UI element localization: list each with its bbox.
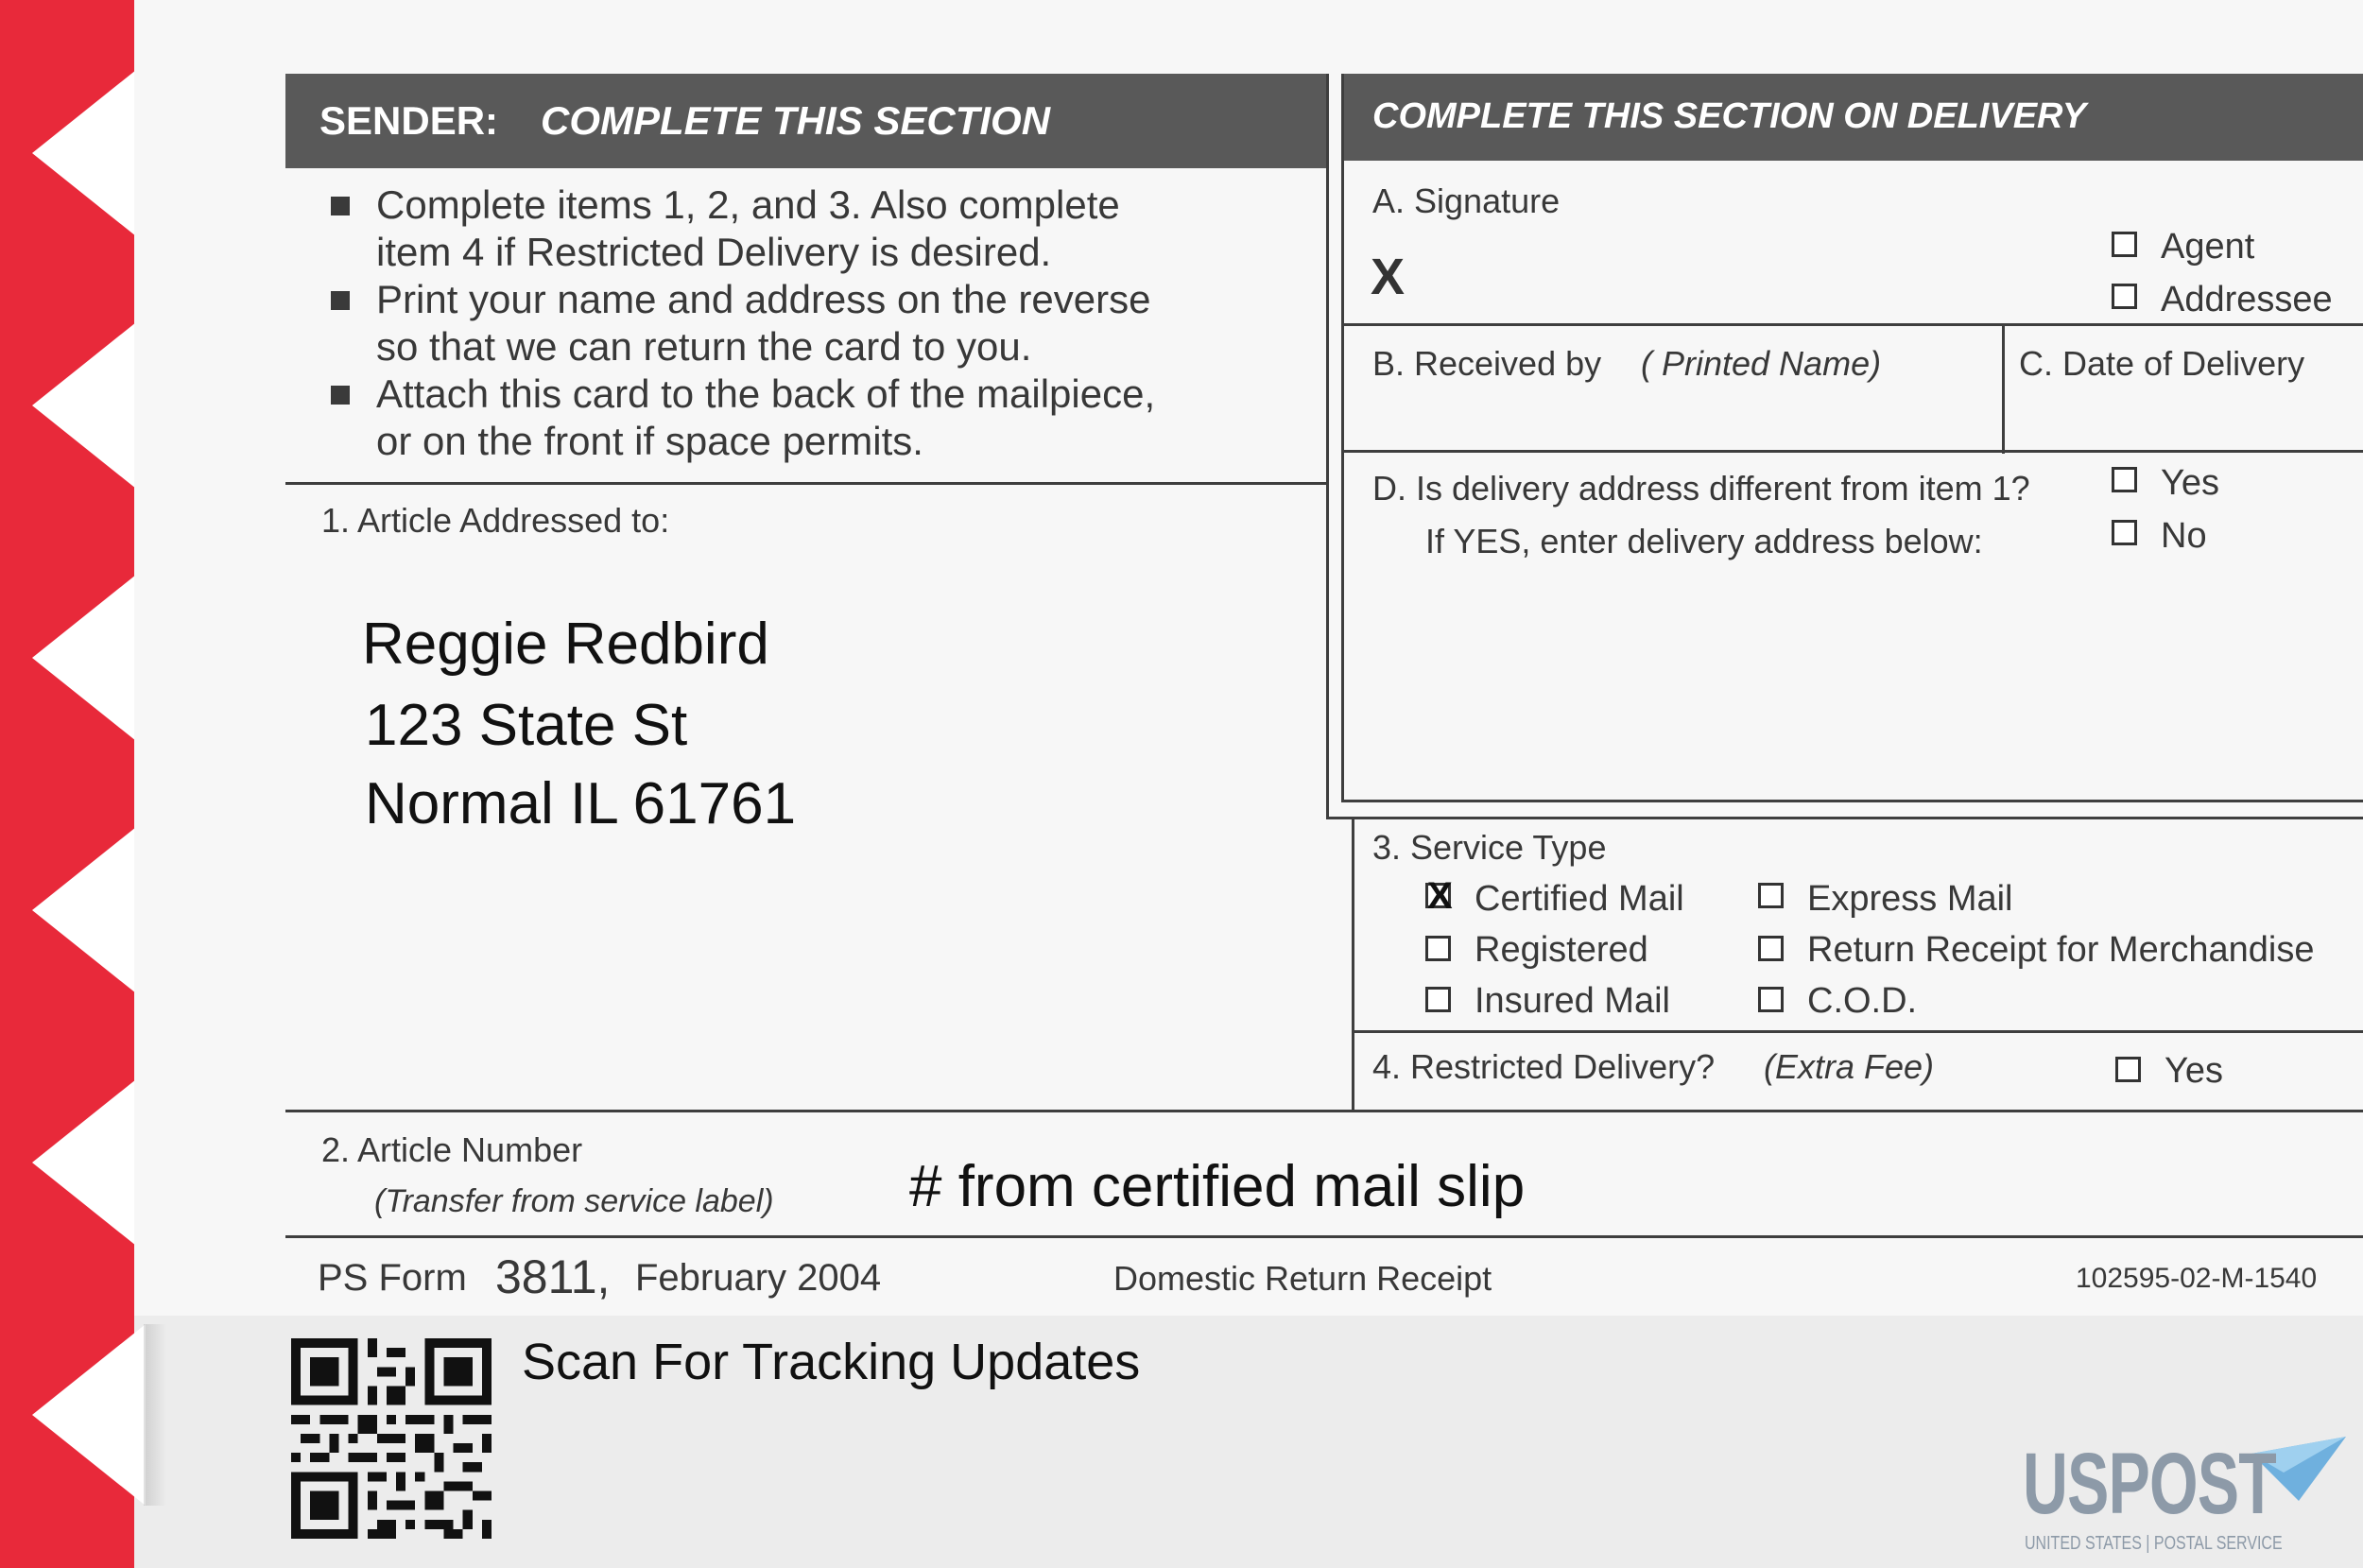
yes-label: Yes bbox=[2161, 463, 2219, 503]
qr-code-icon[interactable] bbox=[291, 1338, 492, 1539]
instruction-line: Attach this card to the back of the mailpiece, bbox=[376, 371, 1156, 416]
stripe-triangle bbox=[32, 62, 146, 244]
cod-checkbox[interactable] bbox=[1758, 987, 1784, 1012]
restricted-delivery-label: 4. Restricted Delivery? bbox=[1372, 1047, 1716, 1086]
service-type-label: 3. Service Type bbox=[1372, 828, 1607, 867]
bullet-icon bbox=[331, 197, 350, 215]
address-city: Normal IL 61761 bbox=[365, 771, 797, 836]
divider bbox=[285, 1235, 2363, 1238]
instruction-line: Complete items 1, 2, and 3. Also complete bbox=[376, 182, 1120, 227]
insured-mail-label: Insured Mail bbox=[1475, 981, 1670, 1021]
registered-label: Registered bbox=[1475, 930, 1648, 970]
instruction-line: item 4 if Restricted Delivery is desired. bbox=[376, 230, 1052, 274]
stripe-triangle bbox=[32, 567, 146, 749]
agent-label: Agent bbox=[2161, 227, 2255, 267]
express-mail-checkbox[interactable] bbox=[1758, 883, 1784, 908]
address-street: 123 State St bbox=[365, 693, 688, 758]
delivery-address-instruction: If YES, enter delivery address below: bbox=[1425, 522, 1983, 560]
delivery-header-label: COMPLETE THIS SECTION ON DELIVERY bbox=[1372, 96, 2087, 136]
sender-header-bar bbox=[285, 74, 1326, 168]
different-address-no-checkbox[interactable] bbox=[2112, 520, 2137, 545]
divider bbox=[2002, 324, 2005, 454]
restricted-delivery-yes-checkbox[interactable] bbox=[2115, 1057, 2141, 1082]
stripe-triangle bbox=[32, 819, 146, 1001]
article-addressed-label: 1. Article Addressed to: bbox=[321, 501, 670, 540]
cod-label: C.O.D. bbox=[1807, 981, 1918, 1021]
certified-mail-label: Certified Mail bbox=[1475, 879, 1684, 919]
divider bbox=[1352, 819, 1354, 1110]
signature-x-mark: X bbox=[1371, 249, 1406, 305]
date-of-delivery-label: C. Date of Delivery bbox=[2019, 344, 2305, 383]
restricted-yes-label: Yes bbox=[2165, 1051, 2223, 1091]
bullet-icon bbox=[331, 291, 350, 310]
return-receipt-merchandise-checkbox[interactable] bbox=[1758, 936, 1784, 961]
divider bbox=[1326, 817, 2363, 819]
divider bbox=[1341, 323, 2363, 326]
checkbox-x-mark: X bbox=[1427, 875, 1453, 917]
sender-header-label: SENDER: bbox=[319, 98, 499, 143]
registered-checkbox[interactable] bbox=[1425, 936, 1451, 961]
article-number-value: # from certified mail slip bbox=[909, 1154, 1526, 1219]
divider bbox=[285, 482, 1326, 485]
stripe-triangle bbox=[32, 1072, 146, 1253]
insured-mail-checkbox[interactable] bbox=[1425, 987, 1451, 1012]
express-mail-label: Express Mail bbox=[1807, 879, 2013, 919]
form-code: 102595-02-M-1540 bbox=[2076, 1263, 2318, 1294]
instruction-line: Print your name and address on the reverse bbox=[376, 277, 1151, 321]
divider bbox=[1352, 1030, 2363, 1033]
delivery-address-question: D. Is delivery address different from item 1? bbox=[1372, 469, 2030, 508]
form-title: Domestic Return Receipt bbox=[1113, 1259, 1492, 1298]
article-number-label: 2. Article Number bbox=[321, 1130, 583, 1169]
ps-form-prefix: PS Form bbox=[318, 1257, 467, 1299]
restricted-delivery-fee: (Extra Fee) bbox=[1764, 1047, 1935, 1086]
divider bbox=[1326, 74, 1329, 819]
ps-form-date: February 2004 bbox=[635, 1257, 882, 1299]
left-decorative-stripe bbox=[0, 0, 134, 1568]
delivery-header-bar bbox=[1344, 74, 2363, 161]
instruction-line: or on the front if space permits. bbox=[376, 419, 923, 463]
no-label: No bbox=[2161, 516, 2207, 556]
received-by-label: B. Received by bbox=[1372, 344, 1602, 383]
divider bbox=[1341, 74, 1344, 802]
scan-tracking-text: Scan For Tracking Updates bbox=[522, 1334, 1141, 1390]
agent-checkbox[interactable] bbox=[2112, 232, 2137, 257]
article-number-sublabel: (Transfer from service label) bbox=[374, 1183, 774, 1219]
divider bbox=[1341, 800, 2363, 802]
stripe-triangle bbox=[32, 315, 146, 496]
uspost-logo bbox=[2023, 1435, 2344, 1558]
return-receipt-merchandise-label: Return Receipt for Merchandise bbox=[1807, 930, 2315, 970]
bullet-icon bbox=[331, 386, 350, 405]
divider bbox=[1341, 450, 2363, 453]
logo-wordmark: USPOST bbox=[2023, 1436, 2277, 1532]
ps-form-number: 3811, bbox=[495, 1250, 611, 1303]
different-address-yes-checkbox[interactable] bbox=[2112, 467, 2137, 492]
sender-header-italic: COMPLETE THIS SECTION bbox=[541, 98, 1051, 143]
signature-label: A. Signature bbox=[1372, 181, 1561, 220]
printed-name-label: ( Printed Name) bbox=[1641, 344, 1882, 383]
addressee-label: Addressee bbox=[2161, 280, 2333, 319]
divider bbox=[285, 1110, 2363, 1112]
address-name: Reggie Redbird bbox=[362, 612, 769, 677]
stripe-triangle bbox=[32, 1324, 146, 1506]
addressee-checkbox[interactable] bbox=[2112, 284, 2137, 309]
logo-subtitle: UNITED STATES | POSTAL SERVICE bbox=[2025, 1533, 2283, 1554]
instruction-line: so that we can return the card to you. bbox=[376, 324, 1032, 369]
